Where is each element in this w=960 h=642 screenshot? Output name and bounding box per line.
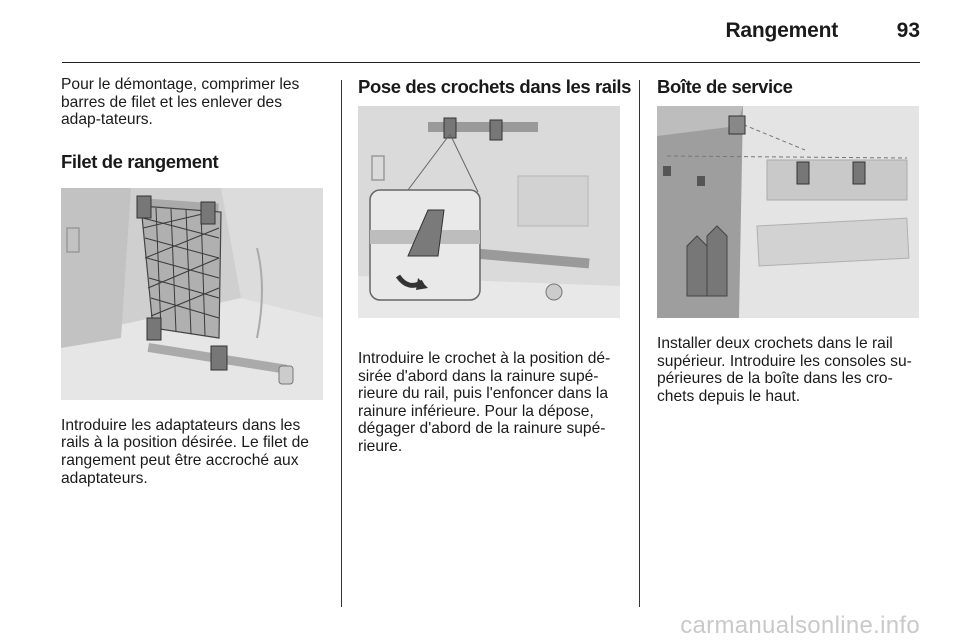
- figure-boite-de-service: [657, 106, 919, 318]
- watermark: carmanualsonline.info: [680, 612, 920, 639]
- caption-crochets: Introduire le crochet à la position dé-sirée d'abord dans la rainure supé-rieure du rail, puis l'enfoncer dans la rainure inférieure. Pour la dépose, dégager d'abord de la rainure supé-rieure.: [358, 350, 611, 455]
- figure-pose-crochets: [358, 106, 620, 318]
- figure-filet-de-rangement: [61, 188, 323, 400]
- column-3: [657, 76, 919, 405]
- page-title: Rangement: [725, 19, 838, 42]
- intro-text: Pour le démontage, comprimer les barres de filet et les enlever des adap-tateurs.: [61, 76, 300, 129]
- caption-boite: Installer deux crochets dans le rail supérieur. Introduire les consoles su-périeures de la boîte dans les cro-chets depuis le haut.: [657, 335, 912, 405]
- section-heading-crochets: Pose des crochets dans les rails: [358, 76, 632, 97]
- column-1: [61, 76, 323, 487]
- column-divider-right: [639, 80, 640, 607]
- column-divider-left: [341, 80, 342, 607]
- page-header: [62, 0, 920, 63]
- section-heading-filet: Filet de rangement: [61, 150, 219, 172]
- section-heading-boite: Boîte de service: [657, 76, 793, 97]
- column-2: [358, 76, 632, 456]
- caption-filet: Introduire les adaptateurs dans les rails à la position désirée. Le filet de rangement peut être accroché aux adaptateurs.: [61, 416, 309, 487]
- page-number: 93: [896, 19, 920, 42]
